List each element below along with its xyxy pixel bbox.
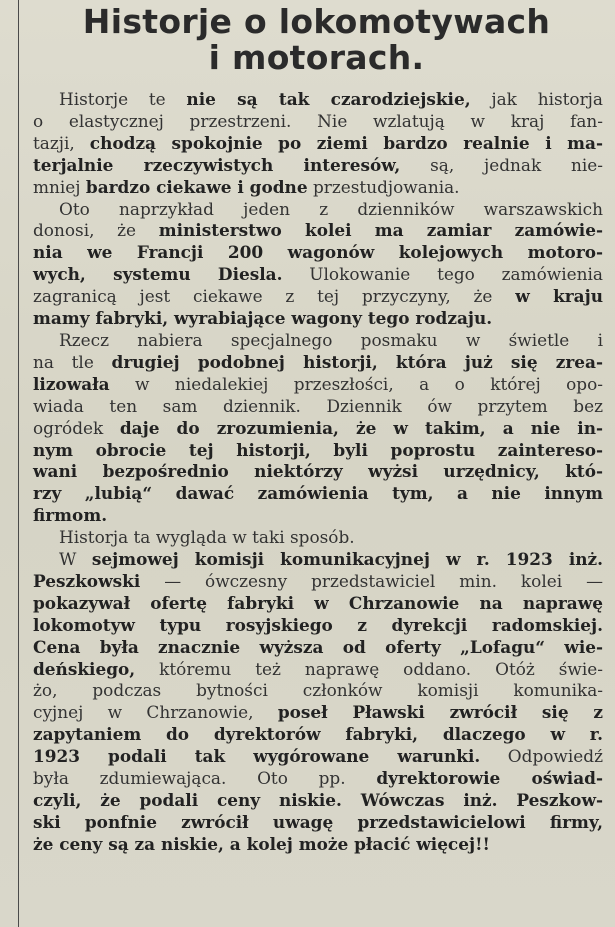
bold-text: Cena była znacznie wyższa od oferty „Lofagu“ wie-	[33, 636, 603, 657]
bold-text: ski ponfnie zwrócił uwagę przedstawicielowi firmy,	[33, 811, 603, 832]
article-line	[33, 177, 603, 199]
plain-text: Ulokowanie tego zamówienia	[282, 264, 604, 285]
plain-text: jak historja	[470, 89, 603, 109]
plain-text: Historje te	[59, 89, 187, 109]
article-line	[33, 505, 603, 527]
article-body	[33, 89, 603, 856]
bold-text: ministerstwo kolei ma zamiar zamówie-	[158, 220, 603, 241]
plain-text: w niedalekiej przeszłości, a o której opo-	[109, 373, 603, 394]
bold-text: terjalnie rzeczywistych interesów,	[33, 154, 401, 175]
plain-text: ogródek	[33, 417, 120, 438]
bold-text: nie są tak czarodziejskie,	[186, 89, 471, 109]
article-line	[33, 549, 603, 571]
article-line	[33, 593, 603, 615]
bold-text: rzy „lubią“ dawać zamówienia tym, a nie innym	[33, 483, 603, 504]
bold-text: bardzo ciekawe i godne	[85, 176, 308, 197]
article-line	[33, 461, 603, 483]
plain-text: mniej	[33, 176, 86, 197]
plain-text: Odpowiedź	[480, 746, 604, 767]
article-line	[33, 111, 603, 133]
article-line	[33, 571, 603, 593]
article-line	[33, 440, 603, 462]
bold-text: nym obrocie tej historji, byli poprostu zaintereso-	[33, 439, 603, 460]
article-line	[33, 374, 603, 396]
bold-text: firmom.	[33, 505, 108, 526]
article-line	[33, 199, 603, 221]
plain-text: o elastycznej przestrzeni. Nie wzlatują w kraj fan-	[33, 110, 603, 131]
bold-text: chodzą spokojnie po ziemi bardzo realnie i ma-	[89, 132, 603, 153]
plain-text: tazji,	[33, 132, 90, 153]
plain-text: Historja ta wygląda w taki sposób.	[59, 527, 355, 548]
plain-text: donosi, że	[33, 220, 159, 241]
plain-text: żo, podczas bytności członków komisji komunika-	[33, 680, 603, 701]
bold-text: sejmowej komisji komunikacyjnej w r. 1923 inż.	[91, 549, 603, 570]
plain-text: była zdumiewająca. Oto pp.	[33, 768, 377, 789]
article-line	[33, 264, 603, 286]
article-line	[33, 615, 603, 637]
headline-line-2: i motorach.	[208, 38, 425, 77]
bold-text: wani bezpośrednio niektórzy wyżsi urzędnicy, któ-	[33, 461, 603, 482]
article-line	[33, 220, 603, 242]
article-line	[33, 527, 603, 549]
plain-text: któremu też naprawę oddano. Otóż świe-	[135, 658, 603, 679]
article-line	[33, 308, 603, 330]
plain-text: cyjnej w Chrzanowie,	[33, 702, 278, 723]
article-line	[33, 659, 603, 681]
article-line	[33, 724, 603, 746]
article-line	[33, 133, 603, 155]
bold-text: drugiej podobnej historji, która już się zrea-	[111, 351, 603, 372]
bold-text: lokomotyw typu rosyjskiego z dyrekcji radomskiej.	[33, 614, 603, 635]
bold-text: dyrektorowie oświad-	[376, 768, 603, 789]
article-line	[33, 768, 603, 790]
plain-text: są, jednak nie-	[400, 154, 604, 175]
article-headline	[24, 4, 609, 76]
bold-text: deńskiego,	[33, 658, 136, 679]
article-line	[33, 352, 603, 374]
article-line	[33, 746, 603, 768]
bold-text: Peszkowski	[33, 570, 141, 591]
article-line	[33, 155, 603, 177]
plain-text: Oto naprzykład jeden z dzienników warszawskich	[59, 198, 603, 219]
article-line	[33, 418, 603, 440]
bold-text: poseł Pławski zwrócił się z	[277, 702, 603, 723]
article-line	[33, 637, 603, 659]
article-line	[33, 89, 603, 111]
plain-text: W	[59, 549, 92, 570]
bold-text: wych, systemu Diesla.	[33, 264, 283, 285]
bold-text: lizowała	[33, 373, 110, 394]
article-line	[33, 834, 603, 856]
bold-text: daje do zrozumienia, że w takim, a nie in-	[119, 417, 603, 438]
plain-text: wiada ten sam dziennik. Dziennik ów przytem bez	[33, 395, 603, 416]
article-line	[33, 330, 603, 352]
article-line	[33, 242, 603, 264]
plain-text: zagranicą jest ciekawe z tej przyczyny, że	[33, 286, 516, 307]
bold-text: zapytaniem do dyrektorów fabryki, dlaczego w r.	[33, 724, 603, 745]
plain-text: Rzecz nabiera specjalnego posmaku w świetle i	[59, 329, 603, 350]
plain-text: na tle	[33, 351, 112, 372]
article-line	[33, 790, 603, 812]
bold-text: w kraju	[515, 286, 604, 307]
bold-text: 1923 podali tak wygórowane warunki.	[33, 746, 481, 767]
bold-text: czyli, że podali ceny niskie. Wówczas inż. Peszkow-	[33, 790, 603, 810]
article-line	[33, 680, 603, 702]
article-line	[33, 396, 603, 418]
column-rule	[18, 0, 19, 927]
bold-text: że ceny są za niskie, a kolej może płacić więcej!!	[33, 833, 490, 854]
article-line	[33, 483, 603, 505]
plain-text: przestudjowania.	[307, 176, 460, 197]
plain-text: — ówczesny przedstawiciel min. kolei —	[140, 570, 603, 591]
article-line	[33, 286, 603, 308]
bold-text: pokazywał ofertę fabryki w Chrzanowie na naprawę	[33, 592, 603, 613]
article-line	[33, 812, 603, 834]
article-line	[33, 702, 603, 724]
bold-text: nia we Francji 200 wagonów kolejowych motoro-	[33, 242, 603, 263]
bold-text: mamy fabryki, wyrabiające wagony tego rodzaju.	[33, 308, 493, 329]
headline-line-1: Historje o lokomotywach	[82, 2, 551, 41]
